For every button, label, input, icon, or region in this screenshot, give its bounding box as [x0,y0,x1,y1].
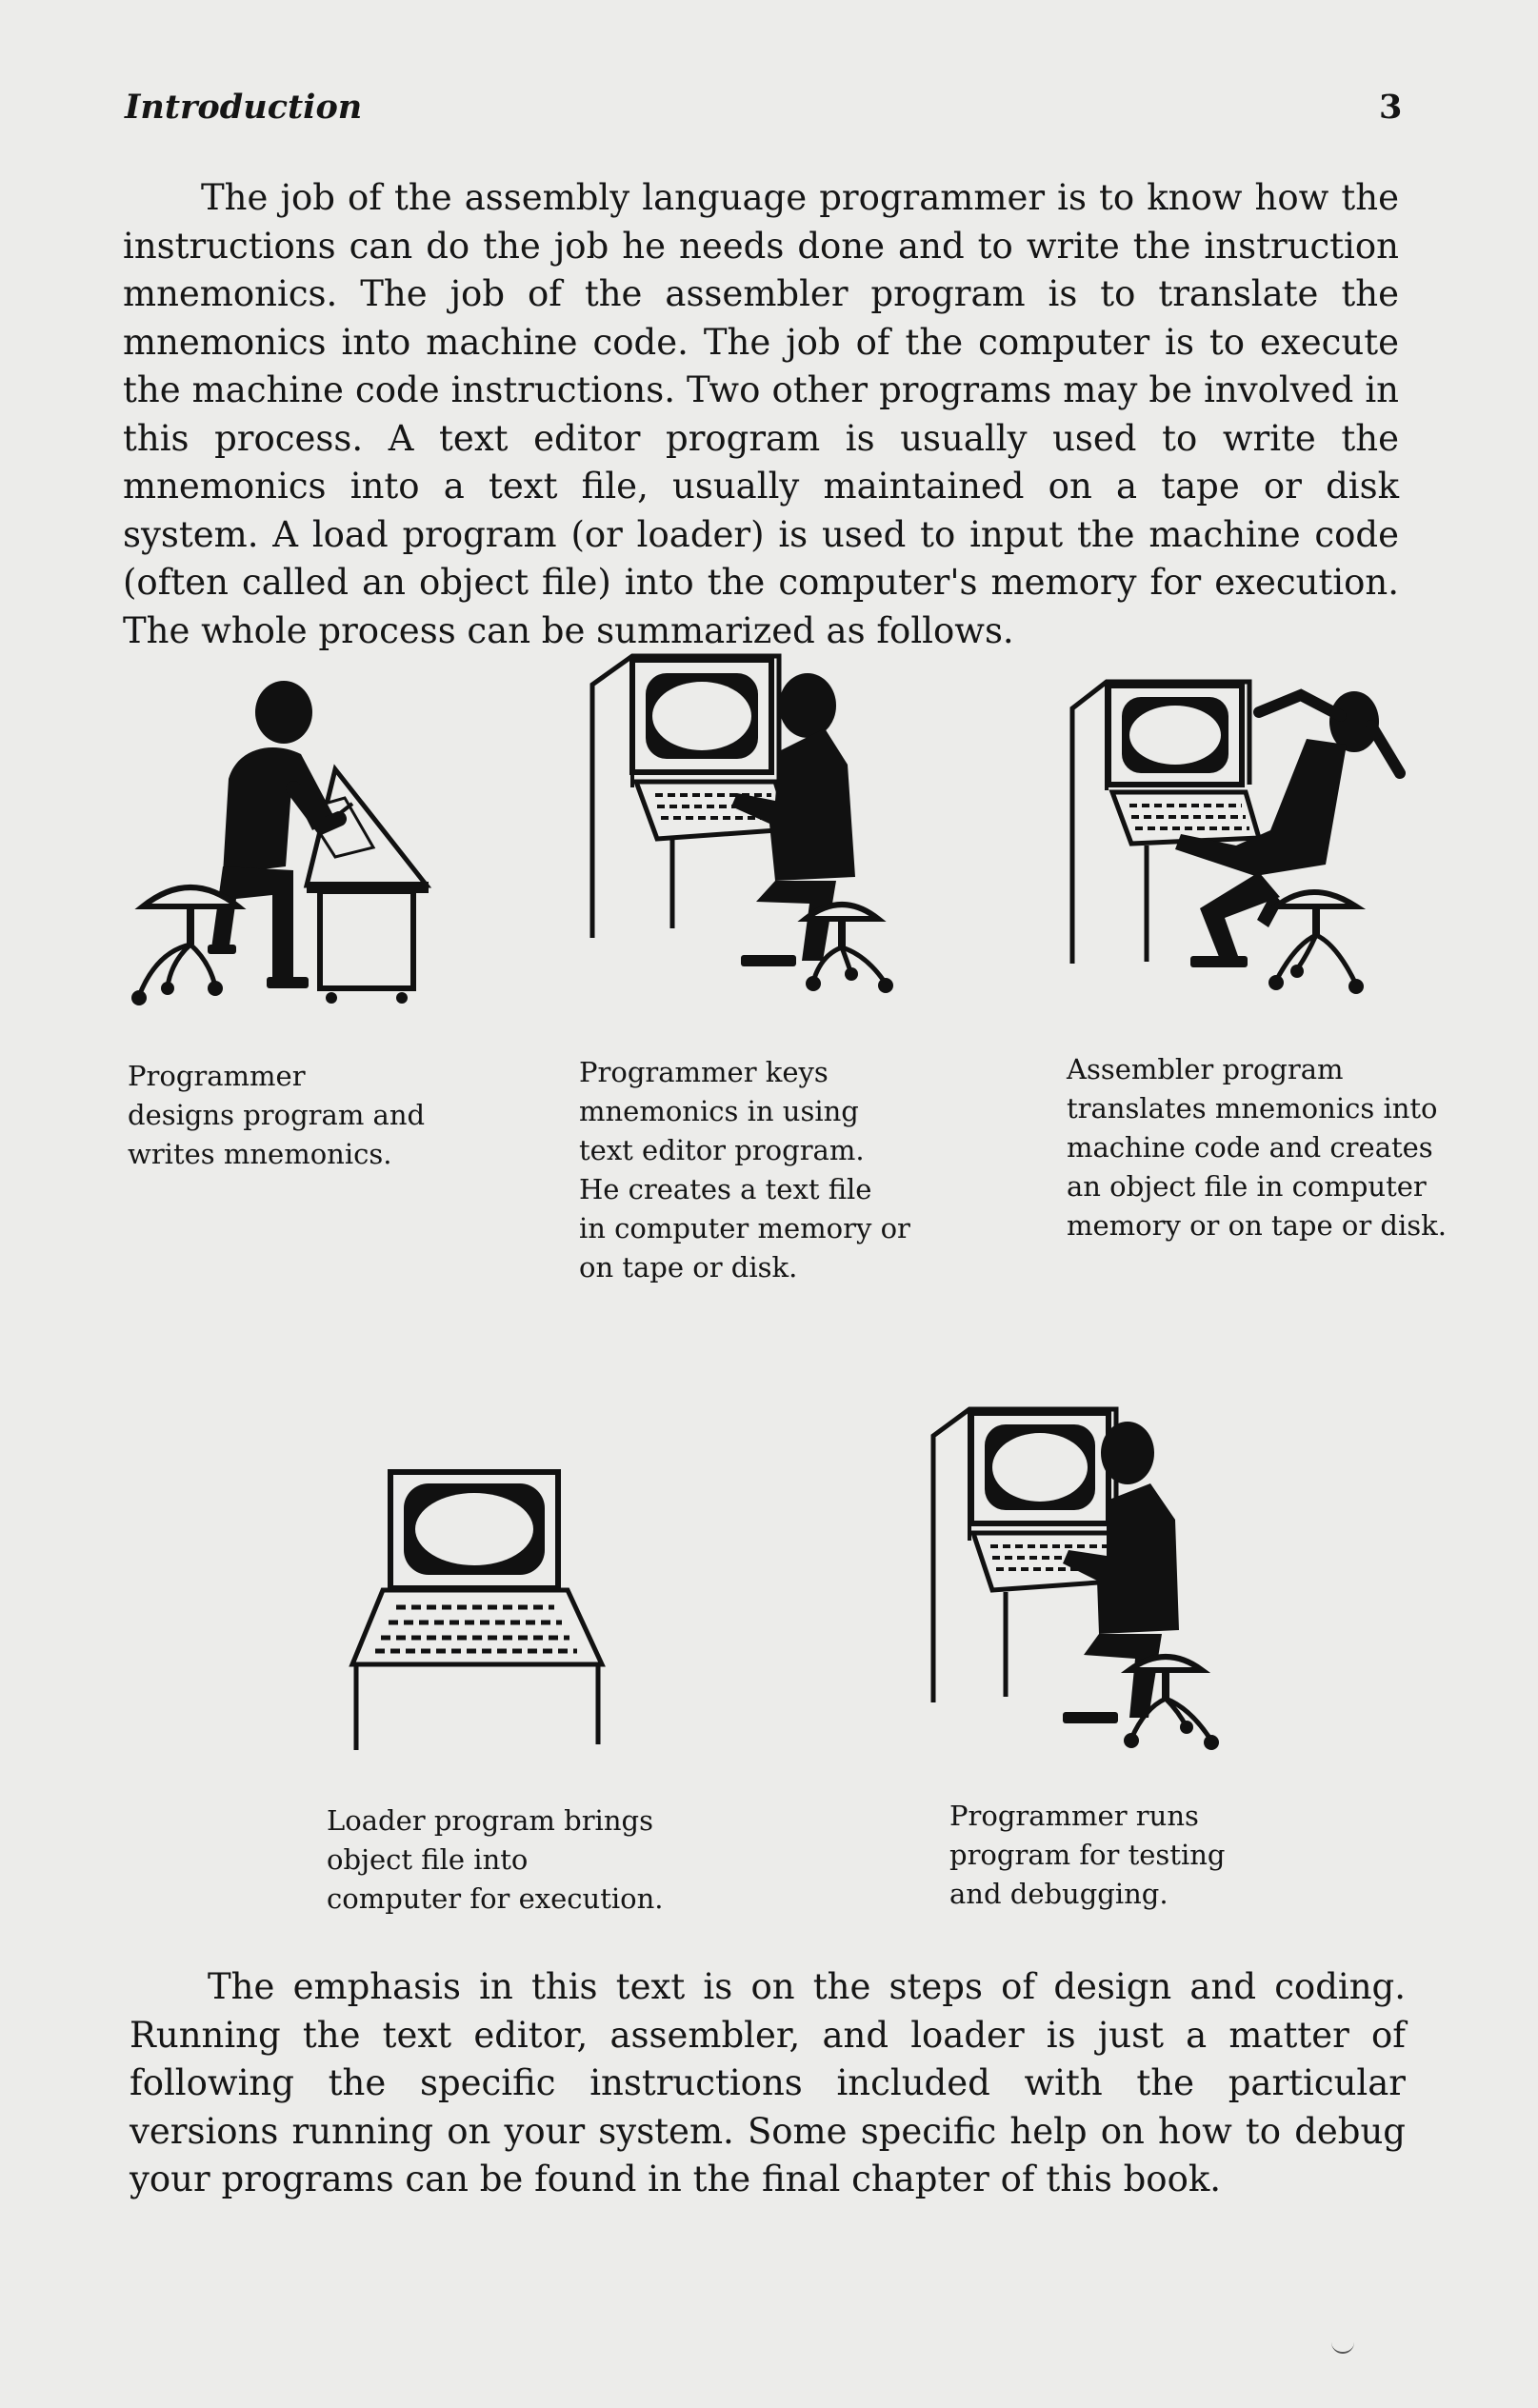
caption-line: Assembler program [1067,1053,1344,1085]
caption-line: on tape or disk. [579,1251,798,1284]
caption-line: Programmer runs [949,1800,1199,1832]
caption-line: mnemonics in using [579,1095,859,1127]
caption-line: writes mnemonics. [128,1138,392,1170]
caption-load [327,1801,664,1919]
caption-line: He creates a text file [579,1173,872,1205]
computer-terminal-illustration [349,1468,606,1754]
caption-design [128,1057,425,1174]
caption-assemble [1067,1050,1447,1245]
programmer-at-terminal-illustration [589,652,903,1005]
programmer-leaning-back-illustration [1069,678,1411,1011]
caption-edit [579,1053,910,1287]
caption-line: Programmer keys [579,1056,829,1088]
caption-line: in computer memory or [579,1212,910,1244]
running-head: Introduction [125,88,363,127]
caption-line: an object file in computer [1067,1170,1427,1203]
caption-run [949,1797,1225,1914]
caption-line: Loader program brings [327,1804,653,1837]
page-mark [1331,2340,1354,2354]
intro-paragraph: The job of the assembly language programmer is to know how the instructions can do the job he needs done and to write the instruction mnemonics. The job of the assembler program is to translate the mnemonics into machine code. The job of the computer is to execute the machine code instructions. Two other programs may be involved in this process. A text editor program is usually used to write the mnemonics into a text file, usually maintained on a tape or disk system. A load program (or loader) is used to input the machine code (often called an object file) into the computer's memory for execution. The whole process can be summarized as follows. [123,177,1399,651]
programmer-debugging-illustration [929,1405,1225,1758]
caption-line: object file into [327,1843,529,1876]
programmer-at-desk-illustration [124,667,448,1019]
caption-line: machine code and creates [1067,1131,1433,1164]
caption-line: text editor program. [579,1134,865,1166]
caption-line: and debugging. [949,1878,1168,1910]
caption-line: designs program and [128,1099,426,1131]
caption-line: translates mnemonics into [1067,1092,1438,1124]
caption-line: program for testing [949,1839,1226,1871]
caption-line: Programmer [128,1060,306,1092]
closing-paragraph: The emphasis in this text is on the steps of design and coding. Running the text editor, assembler, and loader is just a matter of following the specific instructions included with the particular versions running on your system. Some specific help on how to debug your programs can be found in the final chapter of this book. [130,1966,1406,2199]
caption-line: computer for execution. [327,1882,664,1915]
caption-line: memory or on tape or disk. [1067,1209,1447,1242]
page-number: 3 [1379,88,1403,127]
